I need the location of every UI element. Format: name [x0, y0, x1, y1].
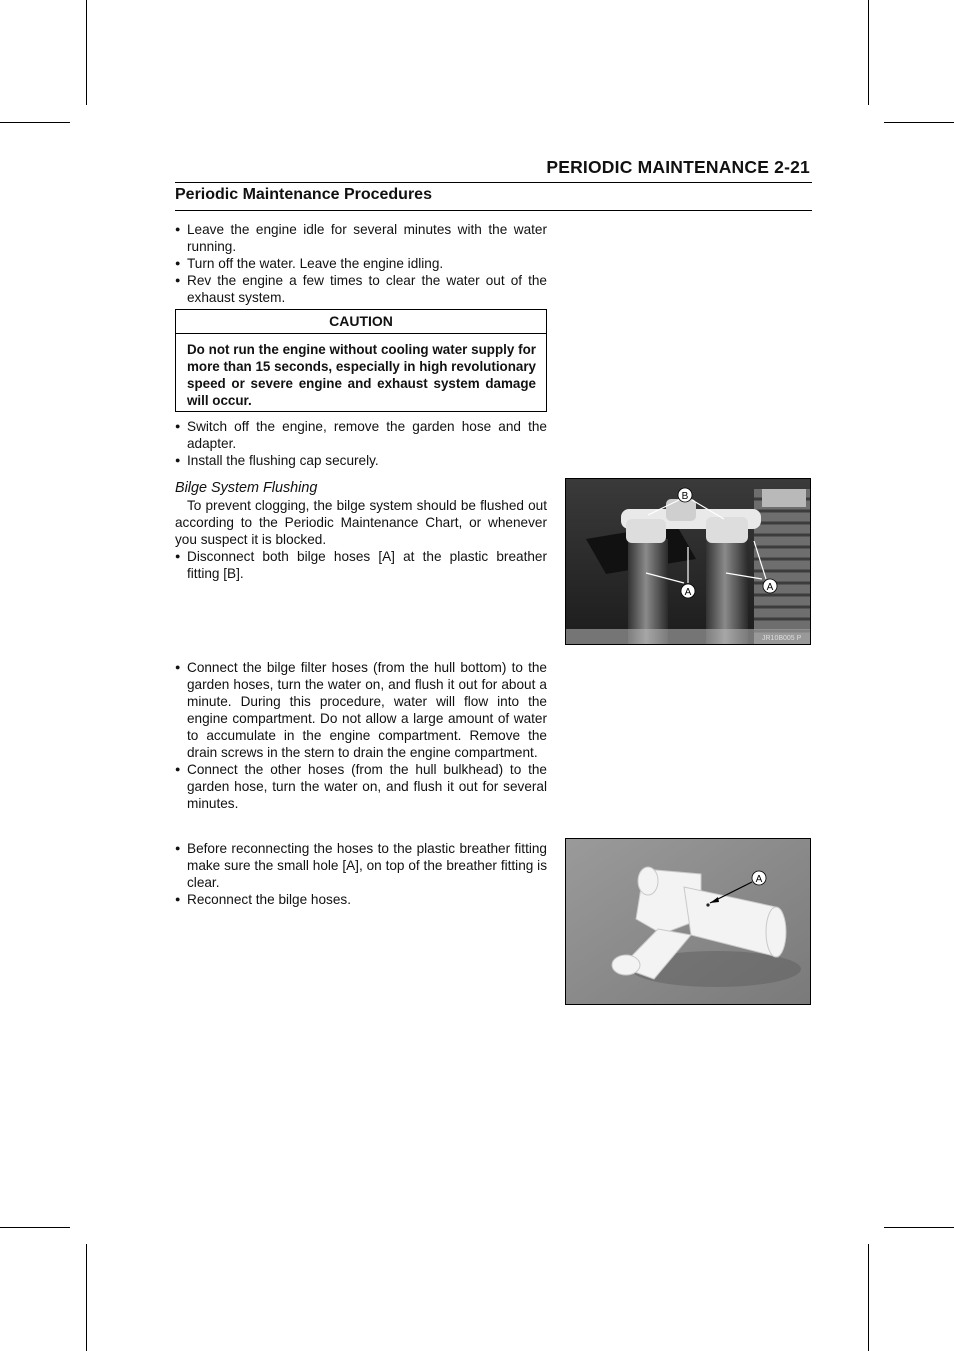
bilge-intro: To prevent clogging, the bilge system should be flushed out according to the Periodic Maintenance Chart, or whenever you suspect it is blocked.	[175, 498, 547, 547]
steps-final	[175, 840, 547, 908]
caution-text: Do not run the engine without cooling water supply for more than 15 seconds, especially in high revolutionary speed or severe engine and exhaust system damage will occur.	[187, 342, 537, 408]
crop-mark	[86, 1244, 87, 1351]
breather-fitting-photo	[565, 838, 811, 1005]
caution-heading: CAUTION	[176, 310, 546, 334]
section-title: Periodic Maintenance Procedures	[175, 186, 432, 203]
list-item: ● Leave the engine idle for several minutes with the water running.	[175, 221, 547, 255]
caution-box	[175, 309, 547, 412]
list-item: ● Rev the engine a few times to clear the water out of the exhaust system.	[175, 272, 547, 306]
list-item: ● Before reconnecting the hoses to the plastic breather fitting make sure the small hole [A], on top of the breather fitting is clear.	[175, 840, 547, 891]
crop-mark	[868, 0, 869, 105]
figure-code: JR10B005 P	[762, 635, 802, 642]
crop-mark	[0, 1227, 70, 1228]
crop-mark	[0, 122, 70, 123]
callout-a: A	[684, 587, 692, 598]
section-rule	[175, 210, 812, 211]
steps-mid	[175, 418, 547, 582]
callout-a: A	[755, 874, 763, 885]
header-rule	[175, 182, 812, 183]
list-item: ● Switch off the engine, remove the garden hose and the adapter.	[175, 418, 547, 452]
list-item: ● Connect the bilge filter hoses (from the hull bottom) to the garden hoses, turn the water on, and flush it out for about a minute. During this procedure, water will flow into the engine compartment. Do not allow a large amount of water to accumulate in the engine compartment. Remove the drain screws in the stern to drain the engine compartment.	[175, 659, 547, 761]
crop-mark	[884, 1227, 954, 1228]
crop-mark	[868, 1244, 869, 1351]
list-item: ● Reconnect the bilge hoses.	[175, 891, 547, 908]
list-item: ● Install the flushing cap securely.	[175, 452, 547, 469]
list-item: ● Disconnect both bilge hoses [A] at the plastic breather fitting [B].	[175, 548, 547, 582]
callout-a: A	[766, 582, 774, 593]
list-item: ● Connect the other hoses (from the hull bulkhead) to the garden hose, turn the water on, and flush it out for several minutes.	[175, 761, 547, 812]
subsection-heading: Bilge System Flushing	[175, 480, 318, 496]
crop-mark	[86, 0, 87, 105]
steps-top	[175, 221, 547, 306]
bilge-hoses-photo	[565, 478, 811, 645]
callout-b: B	[681, 491, 689, 502]
page-header-title: PERIODIC MAINTENANCE 2-21	[546, 157, 810, 177]
steps-flush	[175, 659, 547, 812]
crop-mark	[884, 122, 954, 123]
list-item: ● Turn off the water. Leave the engine idling.	[175, 255, 547, 272]
